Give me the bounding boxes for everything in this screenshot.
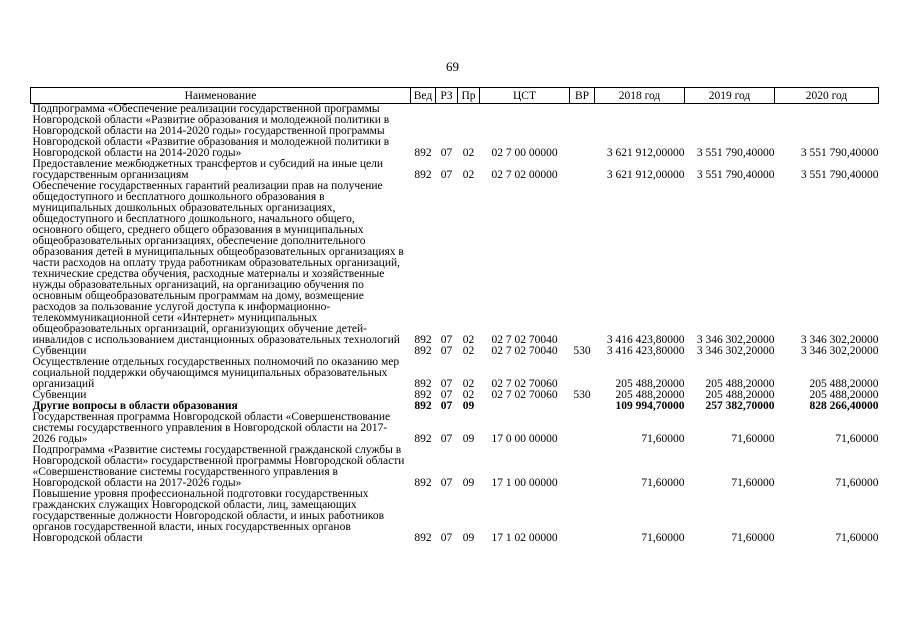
row-2018-amount: 3 416 423,80000: [606, 345, 685, 357]
row-vr: [570, 489, 595, 544]
table-row: [31, 181, 879, 346]
row-ved: 892: [414, 532, 432, 544]
row-name: Подпрограмма «Развитие системы государственной гражданской службы в Новгородской области» государственной программы Новгородской области «Совершенствование системы государственного управления в Новгородской области на 2017-2026 годы»: [32, 444, 405, 489]
row-2020-amount: 3 551 790,40000: [800, 147, 879, 159]
row-2018-amount: 3 621 912,00000: [606, 147, 685, 159]
table-row: [31, 445, 879, 489]
row-ved: 892: [414, 334, 432, 346]
header-cst: ЦСТ: [480, 88, 570, 104]
row-cst: 02 7 02 00000: [491, 169, 558, 181]
row-vr: [570, 159, 595, 181]
row-2018-amount: 205 488,20000: [615, 378, 685, 390]
row-2020-amount: 3 551 790,40000: [800, 169, 879, 181]
row-name: Подпрограмма «Обеспечение реализации государственной программы Новгородской области «Развитие образования и молодежной политики в Новгородской области на 2014-2020 годы» государственной программы Новгородской области «Развитие образования и молодежной политики в Новгородской области на 2014-2020 годы»: [32, 103, 390, 159]
header-ved: Вед: [411, 88, 436, 104]
row-name: Предоставление межбюджетных трансфертов и субсидий на иные цели государственным организациям: [32, 158, 384, 181]
row-2019-amount: 71,60000: [731, 433, 775, 445]
header-2019: 2019 год: [685, 88, 775, 104]
row-2019-amount: 3 346 302,20000: [696, 334, 775, 346]
row-rz: 07: [440, 378, 453, 390]
row-ved: 892: [414, 477, 432, 489]
row-vr: [570, 181, 595, 346]
row-vr: [570, 401, 595, 412]
row-ved: 892: [414, 378, 432, 390]
row-name: Субвенции: [32, 345, 87, 357]
row-2018-amount: 205 488,20000: [615, 389, 685, 401]
table-row: [31, 489, 879, 544]
row-vr: [570, 445, 595, 489]
row-name: Повышение уровня профессиональной подготовки государственных гражданских служащих Новгородской области, лиц, замещающих государственные должности Новгородской области, и иных работников органов государственной власти, иных государственных органов Новгородской области: [32, 488, 385, 544]
row-name: Государственная программа Новгородской области «Совершенствование системы государственного управления в Новгородской области на 2017-2026 годы»: [32, 411, 391, 445]
table-row: [31, 412, 879, 445]
header-vr: ВР: [570, 88, 595, 104]
row-name: Субвенции: [32, 389, 87, 401]
row-rz: 07: [440, 389, 453, 401]
row-rz: 07: [440, 400, 453, 412]
row-2019-amount: 3 551 790,40000: [696, 147, 775, 159]
row-cst: 17 1 02 00000: [491, 532, 558, 544]
row-cst: [480, 401, 570, 412]
row-2018-amount: 109 994,70000: [615, 400, 685, 412]
row-rz: 07: [440, 433, 453, 445]
row-2019-amount: 205 488,20000: [705, 389, 775, 401]
header-2018: 2018 год: [595, 88, 685, 104]
row-2020-amount: 205 488,20000: [809, 389, 879, 401]
table-row: [31, 357, 879, 390]
row-cst: 17 0 00 00000: [491, 433, 558, 445]
row-ved: 892: [414, 169, 432, 181]
header-rz: РЗ: [436, 88, 458, 104]
row-ved: 892: [414, 389, 432, 401]
row-pr: 02: [462, 334, 475, 346]
row-rz: 07: [440, 147, 453, 159]
row-cst: 02 7 02 70040: [491, 345, 558, 357]
row-rz: 07: [440, 345, 453, 357]
row-pr: 09: [462, 532, 475, 544]
header-2020: 2020 год: [775, 88, 879, 104]
row-2018-amount: 71,60000: [641, 532, 685, 544]
row-name: Осуществление отдельных государственных полномочий по оказанию мер социальной поддержки обучающимся муниципальных образовательных организаций: [32, 356, 400, 390]
row-cst: 02 7 00 00000: [491, 147, 558, 159]
row-ved: 892: [414, 345, 432, 357]
row-2020-amount: 828 266,40000: [809, 400, 879, 412]
row-2019-amount: 257 382,70000: [705, 400, 775, 412]
budget-table: [30, 87, 879, 544]
row-2019-amount: 71,60000: [731, 532, 775, 544]
row-ved: 892: [414, 433, 432, 445]
row-2019-amount: 71,60000: [731, 477, 775, 489]
row-pr: 09: [462, 400, 475, 412]
row-ved: 892: [414, 147, 432, 159]
row-cst: 02 7 02 70060: [491, 378, 558, 390]
row-rz: 07: [440, 334, 453, 346]
row-vr: 530: [573, 389, 591, 401]
row-2018-amount: 71,60000: [641, 477, 685, 489]
row-cst: 02 7 02 70040: [491, 334, 558, 346]
row-vr: [570, 357, 595, 390]
page-number: 69: [446, 59, 459, 74]
row-cst: 02 7 02 70060: [491, 389, 558, 401]
row-vr: [570, 104, 595, 160]
row-2019-amount: 3 551 790,40000: [696, 169, 775, 181]
row-rz: 07: [440, 532, 453, 544]
row-pr: 02: [462, 345, 475, 357]
row-2020-amount: 205 488,20000: [809, 378, 879, 390]
row-2018-amount: 3 621 912,00000: [606, 169, 685, 181]
row-2020-amount: 3 346 302,20000: [800, 334, 879, 346]
header-pr: Пр: [458, 88, 480, 104]
row-vr: [570, 412, 595, 445]
table-row: [31, 159, 879, 181]
row-2018-amount: 3 416 423,80000: [606, 334, 685, 346]
row-2020-amount: 3 346 302,20000: [800, 345, 879, 357]
row-cst: 17 1 00 00000: [491, 477, 558, 489]
table-row: [31, 104, 879, 160]
table-header-row: [31, 88, 879, 104]
row-ved: 892: [414, 400, 432, 412]
row-2020-amount: 71,60000: [835, 477, 879, 489]
row-pr: 09: [462, 477, 475, 489]
row-rz: 07: [440, 477, 453, 489]
row-vr: 530: [573, 345, 591, 357]
row-2019-amount: 205 488,20000: [705, 378, 775, 390]
row-pr: 09: [462, 433, 475, 445]
row-name: Другие вопросы в области образования: [32, 400, 238, 412]
row-pr: 02: [462, 389, 475, 401]
row-2018-amount: 71,60000: [641, 433, 685, 445]
row-2019-amount: 3 346 302,20000: [696, 345, 775, 357]
row-pr: 02: [462, 169, 475, 181]
row-pr: 02: [462, 147, 475, 159]
row-name: Обеспечение государственных гарантий реализации прав на получение общедоступного и бесплатного дошкольного образования в муниципальных дошкольных образовательных организациях, общедоступного и бесплатного дошкольного, начального общего, основного общего, среднего общего образования в муниципальных общеобразовательных организациях, обеспечение дополнительного образования детей в муниципальных общеобразовательных организациях в части расходов на оплату труда работникам образовательных организаций, технические средства обучения, расходные материалы и хозяйственные нужды образовательных организаций, на организацию обучения по основным общеобразовательным программам на дому, возмещение расходов за пользование услугой доступа к информационно-телекоммуникационной сети «Интернет» муниципальных общеобразовательных организаций, организующих обучение детей-инвалидов с использованием дистанционных образовательных технологий: [32, 180, 404, 346]
table-body: [31, 104, 879, 545]
row-rz: 07: [440, 169, 453, 181]
header-name: Наименование: [31, 88, 411, 104]
row-2020-amount: 71,60000: [835, 532, 879, 544]
row-pr: 02: [462, 378, 475, 390]
row-2020-amount: 71,60000: [835, 433, 879, 445]
